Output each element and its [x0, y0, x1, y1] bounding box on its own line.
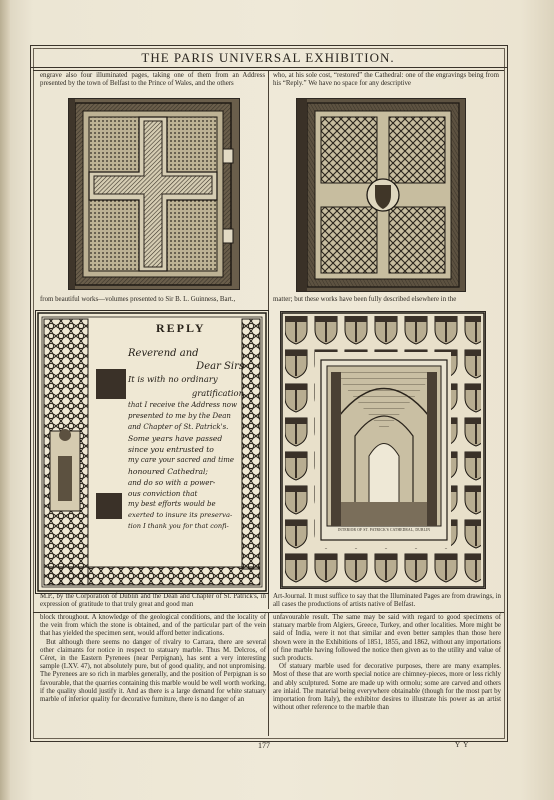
book-cover-lattice-engraving: [296, 98, 466, 292]
illum-line: Reverend and: [128, 348, 199, 359]
body-paragraph: unfavourable result. The same may be said with regard to good specimens of statuary marble from Algiers, Greece, Turkey, and other localities. More might be said of India, were it not that similar and even better samples than those here shown were in the Exhibitions of 1851, 1855, and 1862, without any importations of fine marble having followed the notice then given as to the utility and value of such products.: [273, 614, 501, 663]
illum-line: and Chapter of St. Patrick's.: [128, 422, 229, 431]
illuminated-reply-page: [35, 310, 269, 594]
illum-line: presented to me by the Dean: [128, 411, 231, 420]
body-paragraph: Of statuary marble used for decorative purposes, there are many examples. Most of these that are worth special notice are chimney-pieces, more or less richly and ably sculptured. Some are made up with ormolu; some are carved and others are inlaid. The material being everywhere obtainable (though for the most part by importation from Italy), the exhibitor desires to illustrate his power as an artist without other reference to the marble than: [273, 663, 501, 712]
signature-mark: Y Y: [455, 741, 470, 749]
title-rule: [30, 67, 507, 68]
illum-line: exerted to insure its preserva-: [128, 510, 233, 519]
page-binding-edge: [0, 0, 10, 800]
illum-line: honoured Cathedral;: [128, 466, 208, 476]
caption-mid-left: from beautiful works—volumes presented to Sir B. L. Guinness, Bart.,: [40, 296, 236, 303]
illumination-text: [128, 347, 244, 532]
illum-line: Some years have passed: [128, 433, 223, 443]
caption-mid-right: matter; but these works have been fully described elsewhere in the: [273, 296, 457, 303]
illum-line: gratification: [191, 387, 244, 398]
illum-line: since you entrusted to: [128, 444, 214, 454]
top-text-left: engrave also four illuminated pages, taking one of them from an Address presented by the town of Belfast to the Prince of Wales, and the others: [40, 72, 265, 88]
illum-line: ous conviction that: [128, 488, 198, 498]
book-cover-cross-engraving: [68, 98, 240, 290]
caption-bottom-right: Art-Journal. It must suffice to say that the Illuminated Pages are from drawings, in all cases the productions of artists native of Belfast.: [273, 593, 501, 609]
illumination-heading: REPLY: [156, 321, 206, 335]
page-title: THE PARIS UNIVERSAL EXHIBITION.: [141, 50, 395, 65]
body-column-left: [40, 614, 266, 704]
heraldic-border-cathedral-engraving: [280, 311, 486, 589]
page-number: 177: [258, 741, 270, 750]
illum-line: It is with no ordinary: [128, 374, 218, 385]
engraving-caption: INTERIOR OF ST. PATRICK'S CATHEDRAL, DUBLIN: [337, 528, 431, 532]
body-column-right: [273, 614, 501, 712]
body-paragraph: block throughout. A knowledge of the geological conditions, and the locality of the vein from which the stone is obtained, and of the particular part of the vein that has yielded the specimen sent, would afford better indications.: [40, 614, 266, 638]
illum-line: Dear Sirs: [196, 361, 244, 373]
column-divider-bottom: [268, 612, 269, 736]
illum-line: my best efforts would be: [128, 499, 216, 508]
top-text-right: who, at his sole cost, “restored” the Cathedral: one of the engravings being from his “Reply.” We have no space for any descriptive: [273, 72, 499, 88]
illum-line: and do so with a power-: [128, 477, 216, 487]
body-paragraph: But although there seems no danger of rivalry to Carrara, there are several other claimants for notice in respect to statuary marble. Thus M. Delcros, of Céret, in the Eastern Pyrenees (near Perpignan), has sent a very interesting sample (LXV. 47), not absolutely pure, but of good quality, and not unpromising. The Pyrenees are so rich in marbles generally, and the position of Perpignan is so favourable, that the quarries containing this marble would be well worth working, if the quality should justify it. And as there is a large demand for white statuary marble of inferior quality for decorative furniture, there is no danger of an: [40, 638, 266, 704]
caption-bottom-left: M.P., by the Corporation of Dublin and the Dean and Chapter of St. Patrick's, in expression of gratitude to that truly great and good man: [40, 593, 266, 609]
illum-line: that I receive the Address now: [128, 400, 237, 409]
illum-line: tion I thank you for that confi-: [128, 521, 229, 530]
illum-line: my care your sacred and time: [128, 455, 234, 464]
